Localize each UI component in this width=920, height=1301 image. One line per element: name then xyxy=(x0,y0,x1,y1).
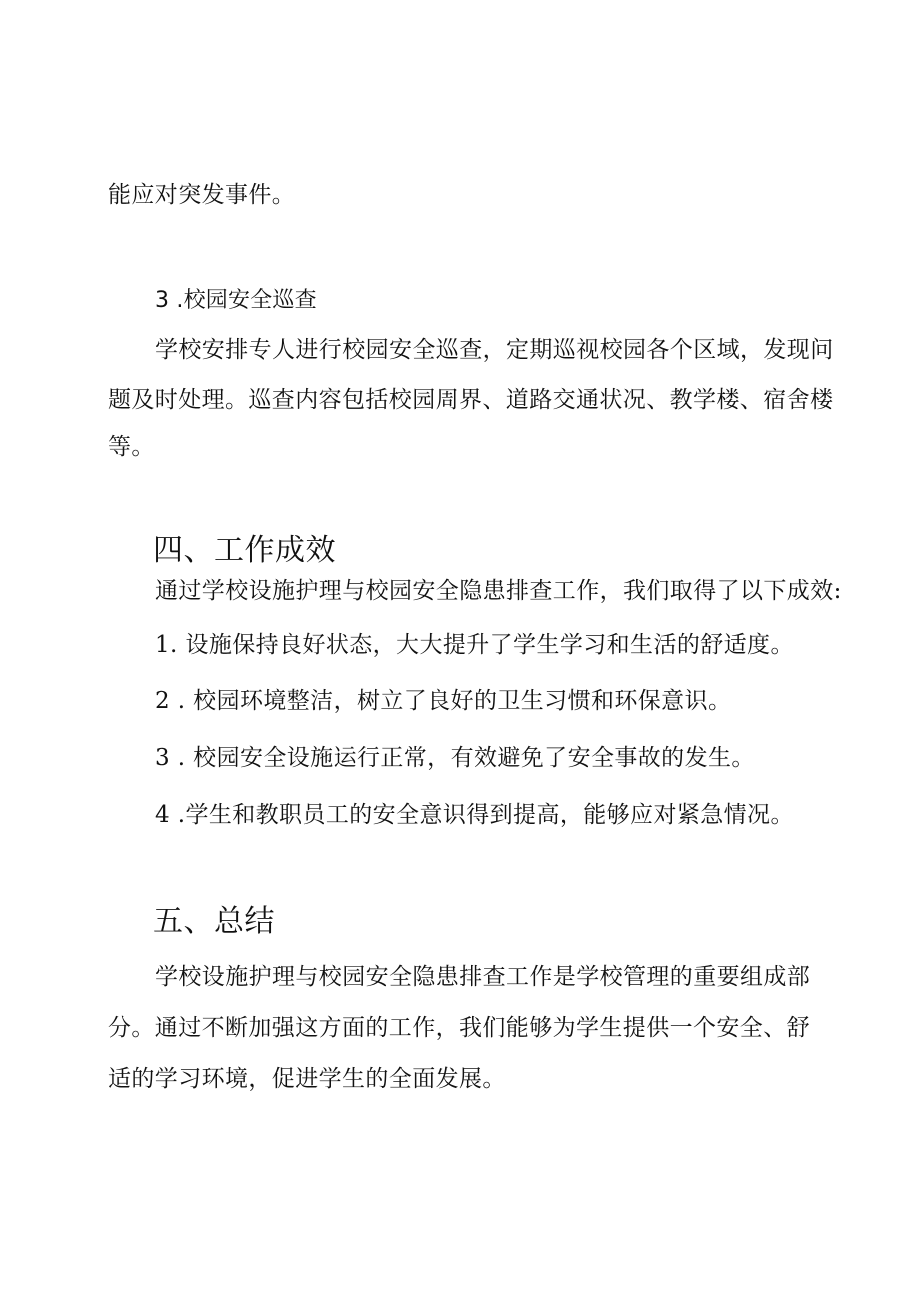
patrol-paragraph-line-1: 学校安排专人进行校园安全巡查，定期巡视校园各个区域，发现问 xyxy=(155,337,834,363)
results-list-item-3: 3 . 校园安全设施运行正常，有效避免了安全事故的发生。 xyxy=(155,745,755,771)
summary-paragraph-line-2: 分。通过不断加强这方面的工作，我们能够为学生提供一个安全、舒 xyxy=(108,1015,810,1041)
section-heading-results: 四、工作成效 xyxy=(153,533,336,568)
paragraph-line-prev-tail: 能应对突发事件。 xyxy=(108,182,296,208)
subsection-heading-patrol: 3 .校园安全巡查 xyxy=(155,288,317,313)
summary-paragraph-line-3: 适的学习环境，促进学生的全面发展。 xyxy=(108,1066,506,1092)
results-list-item-4: 4 .学生和教职员工的安全意识得到提高，能够应对紧急情况。 xyxy=(155,802,794,828)
results-intro: 通过学校设施护理与校园安全隐患排查工作，我们取得了以下成效: xyxy=(155,578,842,604)
summary-paragraph-line-1: 学校设施护理与校园安全隐患排查工作是学校管理的重要组成部 xyxy=(155,964,811,990)
results-list-item-1: 1. 设施保持良好状态，大大提升了学生学习和生活的舒适度。 xyxy=(155,632,794,658)
patrol-paragraph-line-3: 等。 xyxy=(108,434,155,460)
section-heading-summary: 五、总结 xyxy=(153,904,275,939)
patrol-paragraph-line-2: 题及时处理。巡查内容包括校园周界、道路交通状况、教学楼、宿舍楼 xyxy=(108,387,834,413)
results-list-item-2: 2 . 校园环境整洁，树立了良好的卫生习惯和环保意识。 xyxy=(155,688,732,714)
